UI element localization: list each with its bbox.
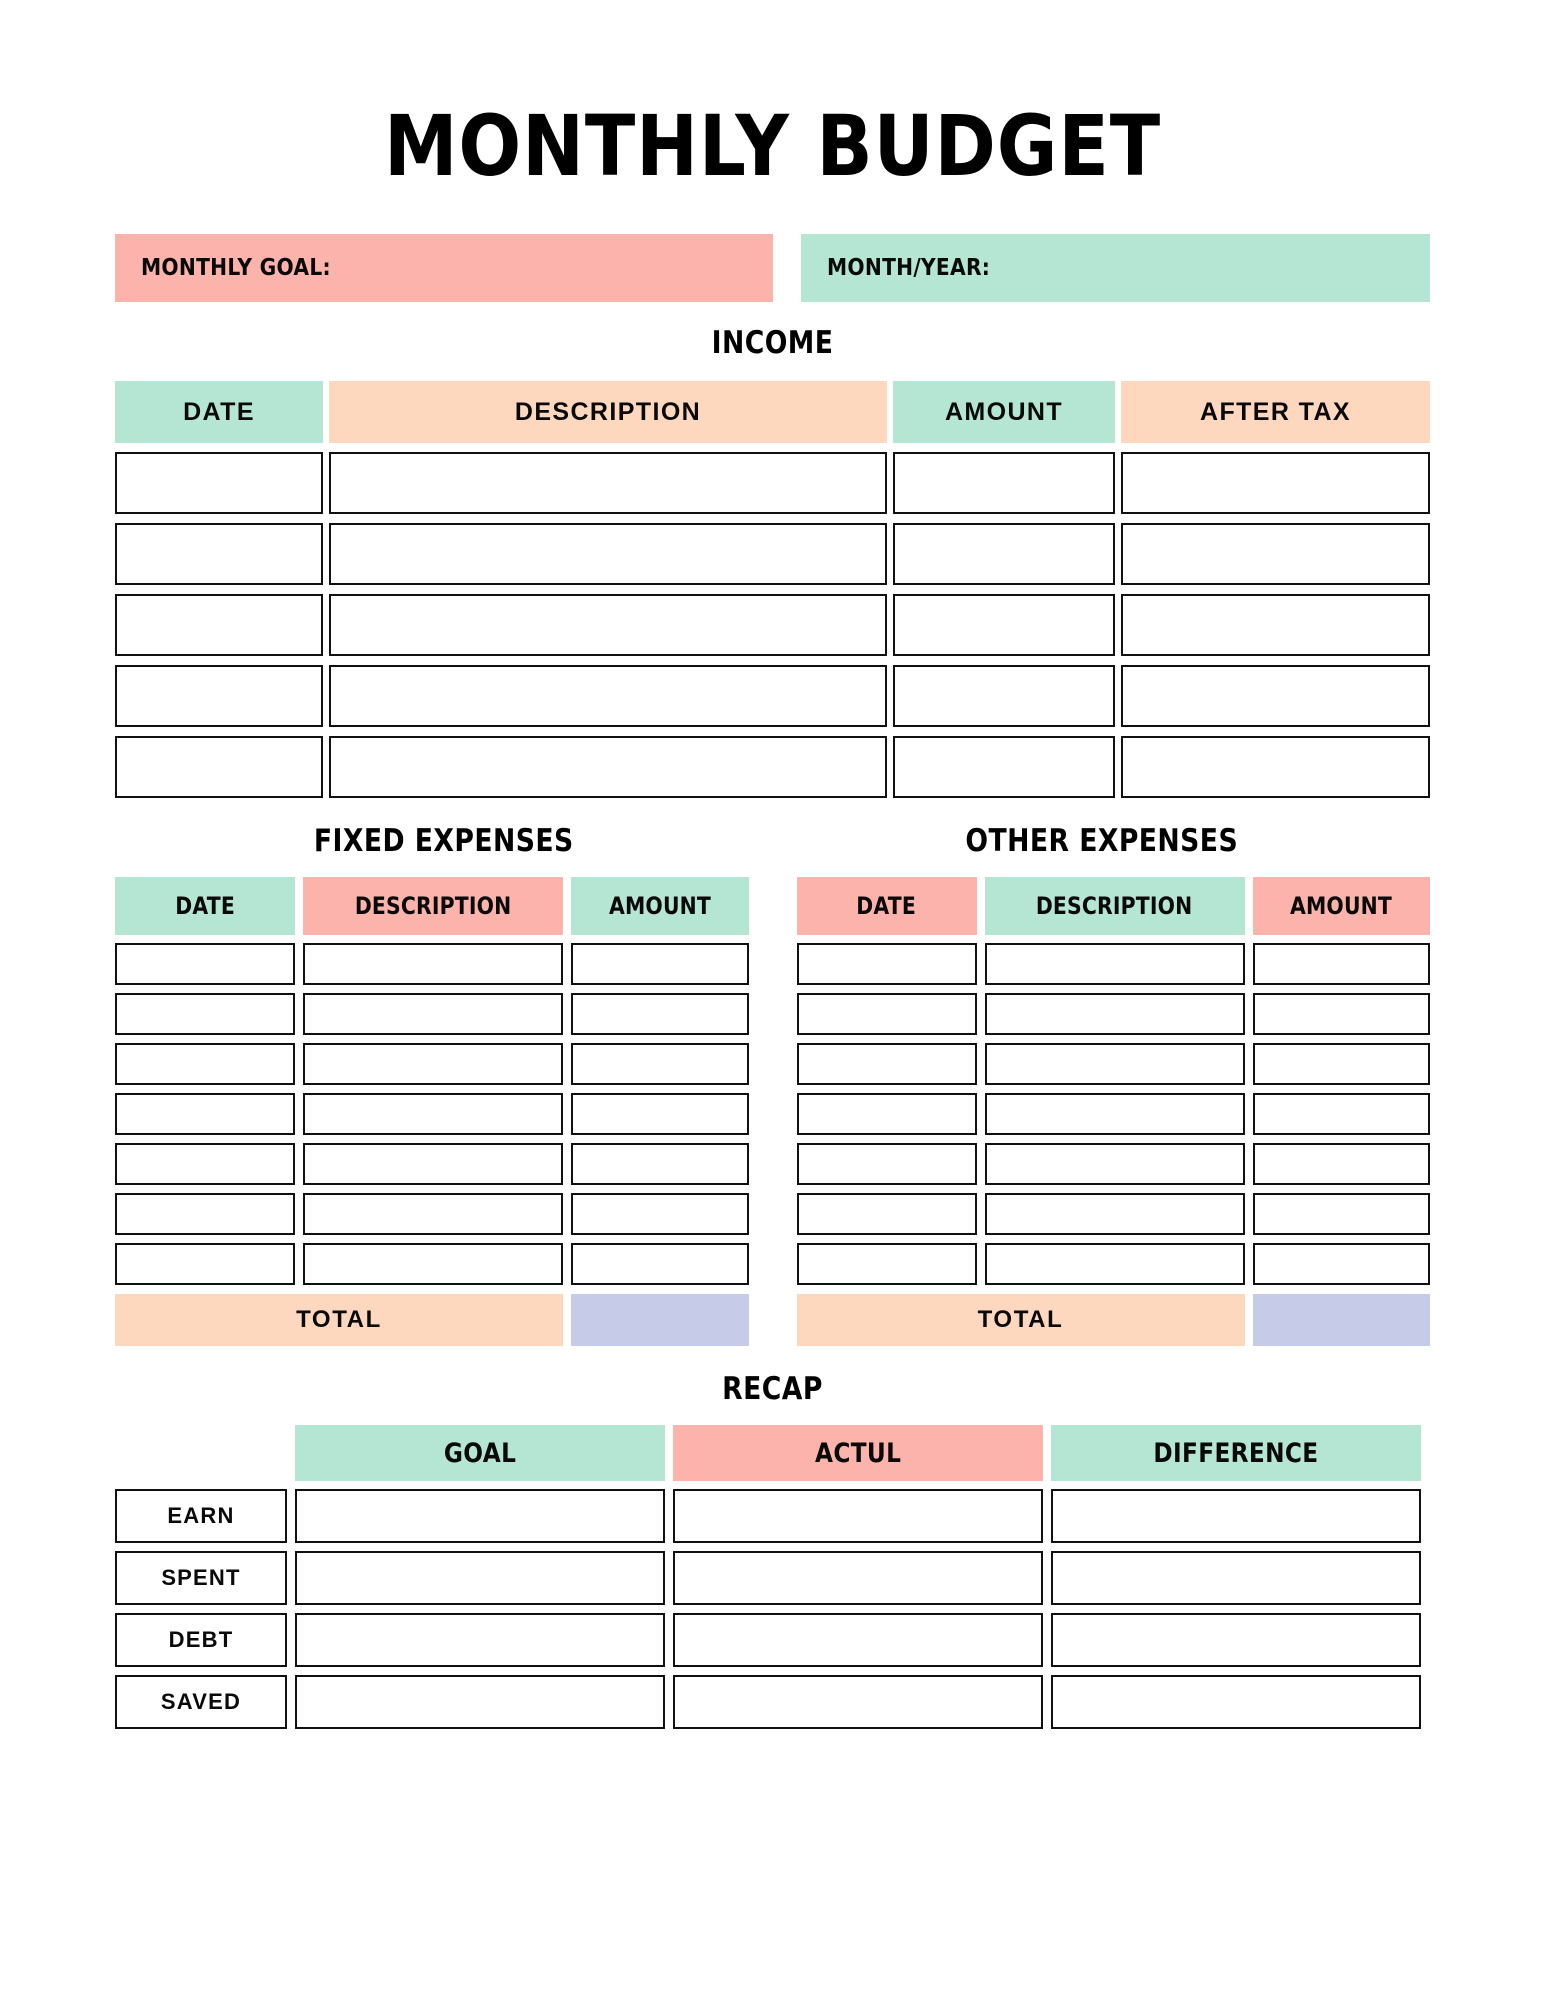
recap-cell-goal[interactable] [295,1551,665,1605]
fixed-expenses-cell-amount[interactable] [571,943,749,985]
fixed-expenses-cell-date[interactable] [115,943,295,985]
fixed-expenses-cell-description[interactable] [303,993,563,1035]
other-expenses-cell-description[interactable] [985,1193,1245,1235]
recap-row-label: SPENT [115,1551,287,1605]
fixed-expenses-cell-date[interactable] [115,1093,295,1135]
income-cell-date[interactable] [115,665,323,727]
fixed-expenses-cell-description[interactable] [303,1243,563,1285]
other-expenses-cell-date[interactable] [797,1243,977,1285]
fixed-col-amount [571,877,749,935]
recap-cell-difference[interactable] [1051,1489,1421,1543]
other-expenses-cell-date[interactable] [797,943,977,985]
income-col-date: DATE [115,381,323,443]
other-total-value[interactable] [1253,1294,1431,1346]
other-expenses-cell-date[interactable] [797,1193,977,1235]
fixed-expenses-header-row [115,877,749,935]
expense-headings [115,823,1430,859]
recap-cell-actul[interactable] [673,1551,1043,1605]
recap-col-goal [295,1425,665,1481]
recap-row [115,1613,1430,1667]
other-col-amount-label: AMOUNT [1290,892,1393,920]
fixed-expenses-table [115,877,749,1346]
income-row [115,594,1430,656]
income-row [115,665,1430,727]
income-col-amount: AMOUNT [893,381,1115,443]
fixed-expenses-row [115,1243,749,1285]
recap-section [115,1425,1430,1729]
other-expenses-cell-date[interactable] [797,1043,977,1085]
recap-cell-difference[interactable] [1051,1551,1421,1605]
other-expenses-table [797,877,1431,1346]
other-expenses-header-row [797,877,1431,935]
income-cell-description[interactable] [329,523,887,585]
income-cell-date[interactable] [115,736,323,798]
recap-row [115,1675,1430,1729]
other-expenses-cell-amount[interactable] [1253,1243,1431,1285]
month-year-field[interactable] [801,234,1430,302]
recap-cell-difference[interactable] [1051,1675,1421,1729]
income-cell-description[interactable] [329,594,887,656]
income-cell-description[interactable] [329,452,887,514]
fixed-col-amount-label: AMOUNT [608,892,711,920]
other-expenses-row [797,1093,1431,1135]
recap-row-label: DEBT [115,1613,287,1667]
other-total-label: TOTAL [797,1294,1245,1346]
income-cell-amount[interactable] [893,594,1115,656]
other-expenses-row [797,1243,1431,1285]
income-section [115,325,1430,798]
other-col-description-label: DESCRIPTION [1036,892,1193,920]
recap-cell-difference[interactable] [1051,1613,1421,1667]
income-cell-after-tax[interactable] [1121,594,1430,656]
fixed-col-description [303,877,563,935]
month-year-label: MONTH/YEAR: [827,255,991,281]
recap-col-actul-label: ACTUL [814,1437,902,1469]
other-expenses-cell-description[interactable] [985,1093,1245,1135]
recap-cell-goal[interactable] [295,1613,665,1667]
fixed-total-row [115,1294,749,1346]
fixed-total-value[interactable] [571,1294,749,1346]
income-header-row [115,381,1430,443]
recap-col-actul [673,1425,1043,1481]
fixed-expenses-cell-amount[interactable] [571,1193,749,1235]
recap-cell-goal[interactable] [295,1489,665,1543]
recap-col-goal-label: GOAL [443,1437,517,1469]
recap-heading: RECAP [722,1371,823,1407]
other-expenses-row [797,943,1431,985]
fixed-expenses-cell-amount[interactable] [571,1143,749,1185]
fixed-expenses-cell-date[interactable] [115,1143,295,1185]
other-expenses-cell-amount[interactable] [1253,1043,1431,1085]
fixed-expenses-cell-amount[interactable] [571,1093,749,1135]
other-expenses-row [797,1143,1431,1185]
goal-bar [115,234,1430,302]
fixed-expenses-heading: FIXED EXPENSES [313,823,574,859]
recap-row [115,1551,1430,1605]
fixed-expenses-row [115,1193,749,1235]
monthly-goal-label: MONTHLY GOAL: [141,255,331,281]
income-cell-after-tax[interactable] [1121,452,1430,514]
income-cell-date[interactable] [115,452,323,514]
monthly-goal-field[interactable] [115,234,773,302]
other-expenses-cell-amount[interactable] [1253,993,1431,1035]
other-expenses-row [797,1043,1431,1085]
recap-rows [115,1489,1430,1729]
fixed-total-label: TOTAL [115,1294,563,1346]
income-heading: INCOME [711,325,834,361]
fixed-expenses-cell-date[interactable] [115,1043,295,1085]
fixed-expenses-rows [115,943,749,1285]
fixed-expenses-cell-amount[interactable] [571,993,749,1035]
fixed-expenses-row [115,1043,749,1085]
other-expenses-row [797,993,1431,1035]
income-row [115,736,1430,798]
page-title: MONTHLY BUDGET [383,97,1162,195]
income-cell-date[interactable] [115,523,323,585]
recap-cell-actul[interactable] [673,1675,1043,1729]
income-cell-after-tax[interactable] [1121,665,1430,727]
other-expenses-rows [797,943,1431,1285]
other-expenses-cell-description[interactable] [985,1043,1245,1085]
income-cell-after-tax[interactable] [1121,736,1430,798]
fixed-expenses-cell-amount[interactable] [571,1243,749,1285]
fixed-col-description-label: DESCRIPTION [354,892,512,920]
income-row [115,523,1430,585]
income-cell-description[interactable] [329,665,887,727]
recap-col-difference [1051,1425,1421,1481]
fixed-expenses-cell-description[interactable] [303,1143,563,1185]
other-expenses-cell-description[interactable] [985,1243,1245,1285]
expenses-section [115,877,1430,1346]
other-expenses-cell-amount[interactable] [1253,1143,1431,1185]
other-expenses-cell-date[interactable] [797,1143,977,1185]
recap-cell-actul[interactable] [673,1489,1043,1543]
fixed-expenses-row [115,1143,749,1185]
fixed-col-date [115,877,295,935]
recap-header-row [115,1425,1430,1481]
fixed-expenses-cell-description[interactable] [303,1093,563,1135]
other-col-amount [1253,877,1431,935]
other-col-date-label: DATE [856,892,917,920]
other-col-description [985,877,1245,935]
fixed-expenses-cell-date[interactable] [115,993,295,1035]
income-cell-after-tax[interactable] [1121,523,1430,585]
fixed-expenses-cell-date[interactable] [115,1193,295,1235]
income-row [115,452,1430,514]
recap-row-label: EARN [115,1489,287,1543]
income-rows [115,452,1430,798]
other-expenses-cell-description[interactable] [985,993,1245,1035]
income-cell-amount[interactable] [893,452,1115,514]
recap-row [115,1489,1430,1543]
fixed-expenses-row [115,993,749,1035]
recap-col-difference-label: DIFFERENCE [1153,1437,1319,1469]
other-expenses-heading: OTHER EXPENSES [964,823,1238,859]
recap-cell-actul[interactable] [673,1613,1043,1667]
other-expenses-cell-description[interactable] [985,943,1245,985]
other-expenses-row [797,1193,1431,1235]
fixed-expenses-row [115,1093,749,1135]
other-expenses-cell-amount[interactable] [1253,943,1431,985]
income-cell-description[interactable] [329,736,887,798]
fixed-expenses-cell-description[interactable] [303,1193,563,1235]
income-cell-amount[interactable] [893,736,1115,798]
other-expenses-cell-date[interactable] [797,1093,977,1135]
fixed-col-date-label: DATE [175,892,235,920]
fixed-expenses-row [115,943,749,985]
income-cell-amount[interactable] [893,523,1115,585]
income-col-after-tax: AFTER TAX [1121,381,1430,443]
recap-row-label: SAVED [115,1675,287,1729]
other-total-row [797,1294,1431,1346]
fixed-expenses-cell-description[interactable] [303,943,563,985]
income-col-description: DESCRIPTION [329,381,887,443]
fixed-expenses-cell-amount[interactable] [571,1043,749,1085]
income-cell-amount[interactable] [893,665,1115,727]
income-cell-date[interactable] [115,594,323,656]
other-expenses-cell-amount[interactable] [1253,1193,1431,1235]
fixed-expenses-cell-date[interactable] [115,1243,295,1285]
other-col-date [797,877,977,935]
other-expenses-cell-description[interactable] [985,1143,1245,1185]
other-expenses-cell-amount[interactable] [1253,1093,1431,1135]
other-expenses-cell-date[interactable] [797,993,977,1035]
fixed-expenses-cell-description[interactable] [303,1043,563,1085]
recap-cell-goal[interactable] [295,1675,665,1729]
